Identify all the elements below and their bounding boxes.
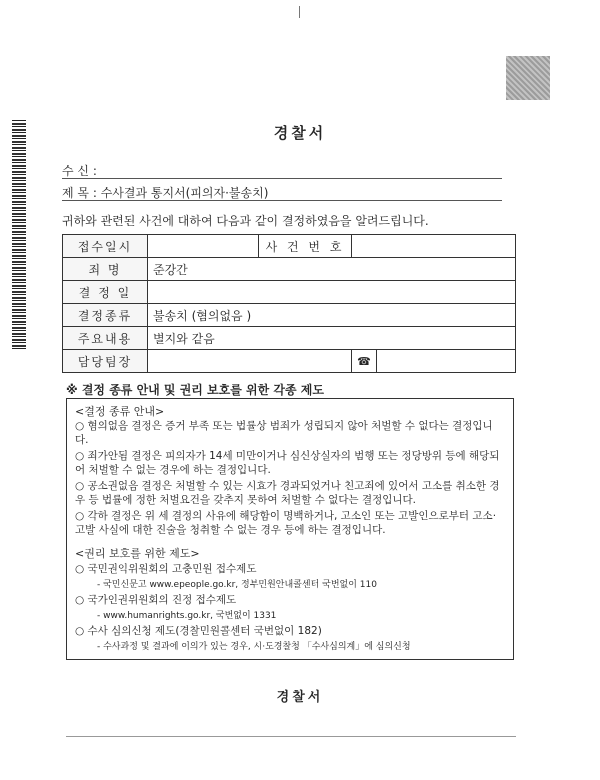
notice-heading: ※ 결정 종류 안내 및 권리 보호를 위한 각종 제도 <box>66 383 324 397</box>
table-row <box>63 235 516 258</box>
decision-item: ○ 혐의없음 결정은 증거 부족 또는 법률상 범죄가 성립되지 않아 처벌할 수 없다는 결정입니다. <box>75 420 493 446</box>
rights-item-detail: - 국민신문고 www.epeople.go.kr, 정부민원안내콜센터 국번없이 110 <box>97 580 377 590</box>
decision-item: ○ 죄가안됨 결정은 피의자가 14세 미만이거나 심신상실자의 범행 또는 정당방위 등에 해당되어 처벌할 수 없는 경우에 하는 결정입니다. <box>75 450 500 476</box>
receipt-date-value <box>148 235 259 258</box>
receipt-date-label: 접수일시 <box>63 235 148 258</box>
decision-section-title: <결정 종류 안내> <box>75 405 165 418</box>
table-row <box>63 327 516 350</box>
scan-mark <box>299 6 300 18</box>
decision-item: ○ 공소권없음 결정은 처벌할 수 있는 시효가 경과되었거나 친고죄에 있어서 고소를 취소한 경우 등 법률에 정한 처벌요건을 갖추지 못하여 처벌할 수 없다는 결정입니다. <box>75 480 500 506</box>
rights-item-detail: - www.humanrights.go.kr, 국번없이 1331 <box>97 611 277 621</box>
subject-value: 수사결과 통지서(피의자·불송치) <box>100 186 269 200</box>
redaction-stamp <box>506 56 550 100</box>
info-table <box>62 234 516 373</box>
notice-box <box>66 398 514 660</box>
recipient-line <box>62 162 97 179</box>
rights-item-title: ○ 수사 심의신청 제도(경찰민원콜센터 국번없이 182) <box>75 625 322 637</box>
main-content-value: 별지와 같음 <box>148 327 516 350</box>
table-row <box>63 281 516 304</box>
phone-icon: ☎ <box>352 350 377 373</box>
intro-text: 귀하와 관련된 사건에 대하여 다음과 같이 결정하였음을 알려드립니다. <box>62 214 429 228</box>
charge-value: 준강간 <box>148 258 516 281</box>
rights-item-title: ○ 국민권익위원회의 고충민원 접수제도 <box>75 563 257 575</box>
subject-line <box>62 184 268 201</box>
rights-item-title: ○ 국가인권위원회의 진정 접수제도 <box>75 594 237 606</box>
case-number-label: 사 건 번 호 <box>259 235 352 258</box>
subject-label: 제 목 : <box>62 186 97 200</box>
charge-label: 죄 명 <box>63 258 148 281</box>
rights-item-detail: - 수사과정 및 결과에 이의가 있는 경우, 시·도경찰청 「수사심의계」에 심의신청 <box>97 642 411 652</box>
case-number-value <box>352 235 516 258</box>
officer-value <box>148 350 352 373</box>
footer-divider <box>66 736 516 737</box>
table-row <box>63 350 516 373</box>
phone-value <box>377 350 516 373</box>
officer-label: 담당팀장 <box>63 350 148 373</box>
barcode <box>12 120 26 350</box>
decision-type-value: 불송치 (혐의없음 ) <box>148 304 516 327</box>
rights-section-title: <권리 보호를 위한 제도> <box>75 547 200 560</box>
footer-title: 경찰서 <box>276 690 324 705</box>
decision-date-value <box>148 281 516 304</box>
decision-type-label: 결정종류 <box>63 304 148 327</box>
divider <box>62 178 502 179</box>
decision-date-label: 결 정 일 <box>63 281 148 304</box>
table-row <box>63 304 516 327</box>
divider <box>62 200 502 201</box>
decision-item: ○ 각하 결정은 위 세 결정의 사유에 해당함이 명백하거나, 고소인 또는 고발인으로부터 고소·고발 사실에 대한 진술을 청취할 수 없는 경우 등에 하는 결정입니다. <box>75 510 497 536</box>
main-content-label: 주요내용 <box>63 327 148 350</box>
recipient-label: 수 신 : <box>62 164 97 178</box>
table-row <box>63 258 516 281</box>
document-title: 경찰서 <box>273 124 327 142</box>
